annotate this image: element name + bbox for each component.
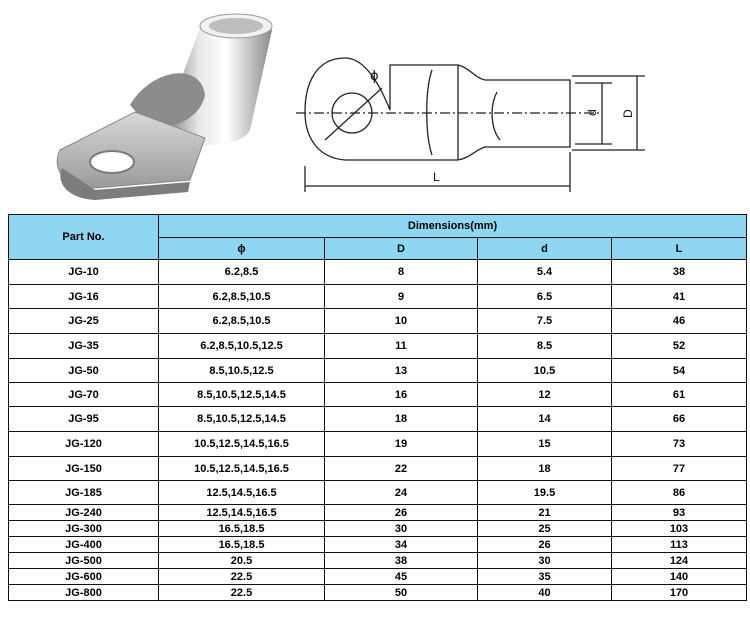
table-row	[9, 285, 747, 309]
cell-D: 16	[325, 383, 478, 407]
cell-D: 34	[325, 537, 478, 553]
cell-d: 35	[478, 569, 612, 585]
cell-L: 170	[612, 585, 747, 601]
cell-phi: 8.5,10.5,12.5	[159, 359, 325, 383]
cell-part: JG-70	[9, 383, 159, 407]
product-figure	[0, 0, 750, 212]
cell-part: JG-120	[9, 432, 159, 457]
cell-d: 5.4	[478, 260, 612, 285]
cell-part: JG-25	[9, 309, 159, 334]
cell-D: 22	[325, 457, 478, 481]
cell-d: 7.5	[478, 309, 612, 334]
cell-D: 13	[325, 359, 478, 383]
cell-phi: 8.5,10.5,12.5,14.5	[159, 383, 325, 407]
table-row	[9, 309, 747, 334]
table-row	[9, 505, 747, 521]
cell-D: 9	[325, 285, 478, 309]
cell-L: 140	[612, 569, 747, 585]
cell-D: 45	[325, 569, 478, 585]
table-row	[9, 521, 747, 537]
cell-d: 15	[478, 432, 612, 457]
table-row	[9, 569, 747, 585]
cell-D: 26	[325, 505, 478, 521]
cell-D: 30	[325, 521, 478, 537]
cell-d: 21	[478, 505, 612, 521]
cell-part: JG-500	[9, 553, 159, 569]
cell-phi: 6.2,8.5,10.5	[159, 309, 325, 334]
header-L: L	[612, 238, 747, 260]
cell-d: 18	[478, 457, 612, 481]
cell-d: 8.5	[478, 334, 612, 359]
cell-phi: 12.5,14.5,16.5	[159, 481, 325, 505]
cell-phi: 10.5,12.5,14.5,16.5	[159, 457, 325, 481]
cell-d: 19.5	[478, 481, 612, 505]
table-row	[9, 383, 747, 407]
table-header	[9, 215, 747, 260]
cell-D: 24	[325, 481, 478, 505]
cell-L: 77	[612, 457, 747, 481]
header-d: d	[478, 238, 612, 260]
cell-D: 38	[325, 553, 478, 569]
header-phi: ϕ	[159, 238, 325, 260]
table-row	[9, 481, 747, 505]
dimension-drawing	[296, 58, 645, 192]
cell-phi: 22.5	[159, 569, 325, 585]
cell-D: 18	[325, 407, 478, 432]
cell-part: JG-16	[9, 285, 159, 309]
cell-part: JG-185	[9, 481, 159, 505]
table-row	[9, 585, 747, 601]
cell-D: 11	[325, 334, 478, 359]
header-dimensions: Dimensions(mm)	[159, 215, 747, 238]
cell-part: JG-10	[9, 260, 159, 285]
cell-D: 50	[325, 585, 478, 601]
table-row	[9, 457, 747, 481]
cell-L: 38	[612, 260, 747, 285]
spec-table	[8, 214, 747, 601]
cell-phi: 12.5,14.5,16.5	[159, 505, 325, 521]
table-row	[9, 432, 747, 457]
drawing-label-L: L	[433, 170, 440, 184]
cell-L: 54	[612, 359, 747, 383]
table-row	[9, 260, 747, 285]
cell-D: 8	[325, 260, 478, 285]
lug-photo	[57, 14, 272, 200]
table-row	[9, 553, 747, 569]
cell-D: 19	[325, 432, 478, 457]
cell-L: 66	[612, 407, 747, 432]
header-D: D	[325, 238, 478, 260]
cell-D: 10	[325, 309, 478, 334]
cell-L: 46	[612, 309, 747, 334]
cell-part: JG-600	[9, 569, 159, 585]
cell-L: 41	[612, 285, 747, 309]
cell-phi: 20.5	[159, 553, 325, 569]
table-row	[9, 537, 747, 553]
table-body	[9, 260, 747, 601]
drawing-label-phi: ϕ	[370, 69, 379, 84]
drawing-label-d: d	[585, 109, 599, 116]
cell-L: 52	[612, 334, 747, 359]
cell-d: 30	[478, 553, 612, 569]
cell-phi: 6.2,8.5,10.5,12.5	[159, 334, 325, 359]
cell-phi: 6.2,8.5	[159, 260, 325, 285]
cell-part: JG-400	[9, 537, 159, 553]
cell-L: 73	[612, 432, 747, 457]
cell-d: 6.5	[478, 285, 612, 309]
cell-L: 113	[612, 537, 747, 553]
cell-phi: 6.2,8.5,10.5	[159, 285, 325, 309]
cell-part: JG-50	[9, 359, 159, 383]
header-part-no: Part No.	[9, 215, 159, 260]
cell-part: JG-300	[9, 521, 159, 537]
cell-d: 25	[478, 521, 612, 537]
drawing-label-D: D	[621, 109, 635, 118]
cell-L: 124	[612, 553, 747, 569]
cell-L: 86	[612, 481, 747, 505]
cell-part: JG-800	[9, 585, 159, 601]
cell-L: 103	[612, 521, 747, 537]
table-row	[9, 407, 747, 432]
cell-phi: 16.5,18.5	[159, 537, 325, 553]
cell-phi: 16.5,18.5	[159, 521, 325, 537]
cell-d: 40	[478, 585, 612, 601]
cell-phi: 22.5	[159, 585, 325, 601]
cell-phi: 10.5,12.5,14.5,16.5	[159, 432, 325, 457]
cell-d: 10.5	[478, 359, 612, 383]
table-row	[9, 334, 747, 359]
cell-part: JG-35	[9, 334, 159, 359]
cell-d: 14	[478, 407, 612, 432]
cell-L: 93	[612, 505, 747, 521]
cell-phi: 8.5,10.5,12.5,14.5	[159, 407, 325, 432]
cell-part: JG-95	[9, 407, 159, 432]
cell-d: 26	[478, 537, 612, 553]
cell-part: JG-150	[9, 457, 159, 481]
table-row	[9, 359, 747, 383]
cell-part: JG-240	[9, 505, 159, 521]
cell-L: 61	[612, 383, 747, 407]
cell-d: 12	[478, 383, 612, 407]
